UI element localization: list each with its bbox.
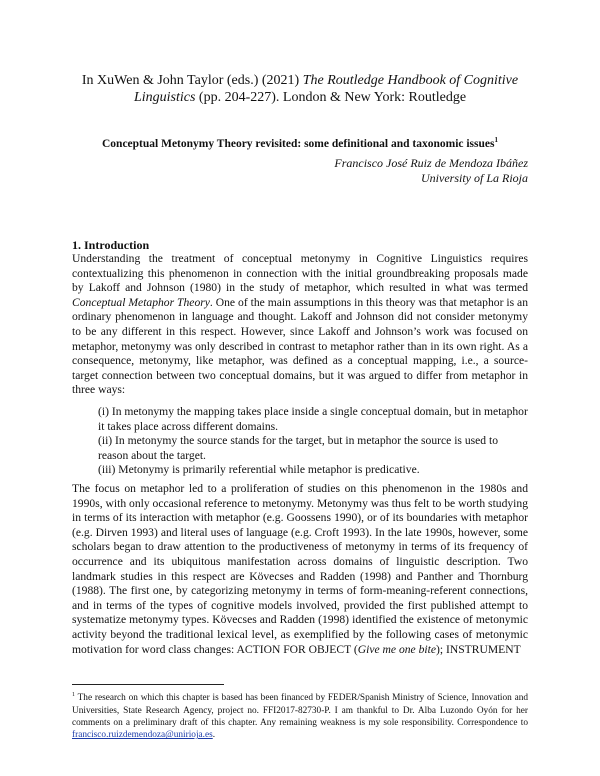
paragraph-2-italic: Give me one bite xyxy=(357,642,436,656)
list-item: (i) In metonymy the mapping takes place inside a single conceptual domain, but in metaphor it takes place across different domains. xyxy=(98,405,528,433)
section-heading: 1. Introduction xyxy=(72,238,150,252)
paragraph-1-part-b: . One of the main assumptions in this theory was that metaphor is an ordinary phenomenon in language and thought. Lakoff and Johnson did not consider metonymy to be any different in this respect. However, since Lakoff and Johnson’s work was focused on metaphor, metonymy was only described in contrast to metaphor rather than in its own right. As a consequence, metonymy, like metaphor, was defined as a conceptual mapping, i.e., a source-target connection between two conceptual domains, but it was argued to differ from metaphor in three ways: xyxy=(72,295,528,397)
footnote-text: The research on which this chapter is based has been financed by FEDER/Spanish Ministry of Science, Innovation and Universities, State Research Agency, project no. FFI2017-82730-P. I am thankful to Dr. Alba Luzondo Oyón for her comments on a preliminary draft of this chapter. Any remaining weakness is my sole responsibility. Correspondence to xyxy=(72,693,528,728)
book-title: The Routledge Handbook of Cognitive Linguistics xyxy=(133,73,519,105)
title-footnote-mark[interactable]: 1 xyxy=(494,136,498,144)
paragraph-2-part-b: ); INSTRUMENT xyxy=(435,642,521,656)
paper-title xyxy=(72,136,528,150)
paragraph-1-italic: Conceptual Metaphor Theory xyxy=(72,295,210,309)
author-block xyxy=(334,156,528,186)
paragraph-2-part-a: The focus on metaphor led to a proliferation of studies on this phenomenon in the 1980s and 1990s, with only occasional reference to metonymy. Metonymy was thus felt to be worth studying in terms of its interaction with metaphor (e.g. Goossens 1990), or of its boundaries with metaphor (e.g. Dirven 1993) and literal uses of language (e.g. Croft 1993). In the late 1990s, however, some scholars began to draw attention to the productiveness of metonymy in terms of its frequency of occurrence and its ubiquitous manifestation across domains of linguistic description. Two landmark studies in this respect are Kövecses and Radden (1998) and Panther and Thornburg (1988). The first one, by categorizing metonymy in terms of form-meaning-referent connections, and in terms of the types of cognitive models involved, provided the first published attempt to systematize metonymy types. Kövecses and Radden (1998) identified the existence of metonymic activity beyond the traditional lexical level, as exemplified by the following cases of metonymic motivation for word class changes: ACTION FOR OBJECT ( xyxy=(72,482,528,656)
list-item: (ii) In metonymy the source stands for the target, but in metaphor the source is used to reason about the target. xyxy=(98,434,498,462)
author-name: Francisco José Ruiz de Mendoza Ibáñez xyxy=(334,156,528,170)
citation-prefix: In XuWen & John Taylor (eds.) (2021) xyxy=(81,73,303,88)
list-item: (iii) Metonymy is primarily referential while metaphor is predicative. xyxy=(98,463,420,477)
paragraph-2 xyxy=(72,482,528,657)
citation-suffix: (pp. 204-227). London & New York: Routledge xyxy=(195,90,467,105)
correspondence-email-link[interactable]: francisco.ruizdemendoza@unirioja.es xyxy=(72,730,213,741)
footnote-end: . xyxy=(212,730,216,741)
footnote-mark: 1 xyxy=(72,692,75,698)
paragraph-1-part-a: Understanding the treatment of conceptual metonymy in Cognitive Linguistics requires contextualizing this phenomenon in connection with the initial groundbreaking proposals made by Lakoff and Johnson (1980) in the study of metaphor, which resulted in what was termed xyxy=(72,252,528,295)
citation xyxy=(80,72,520,106)
footnote xyxy=(72,689,528,742)
footnote-divider xyxy=(72,684,224,685)
paper-title-text: Conceptual Metonymy Theory revisited: some definitional and taxonomic issues xyxy=(102,137,495,150)
paragraph-1 xyxy=(72,252,528,398)
author-affiliation: University of La Rioja xyxy=(421,171,528,185)
difference-list xyxy=(98,405,528,478)
